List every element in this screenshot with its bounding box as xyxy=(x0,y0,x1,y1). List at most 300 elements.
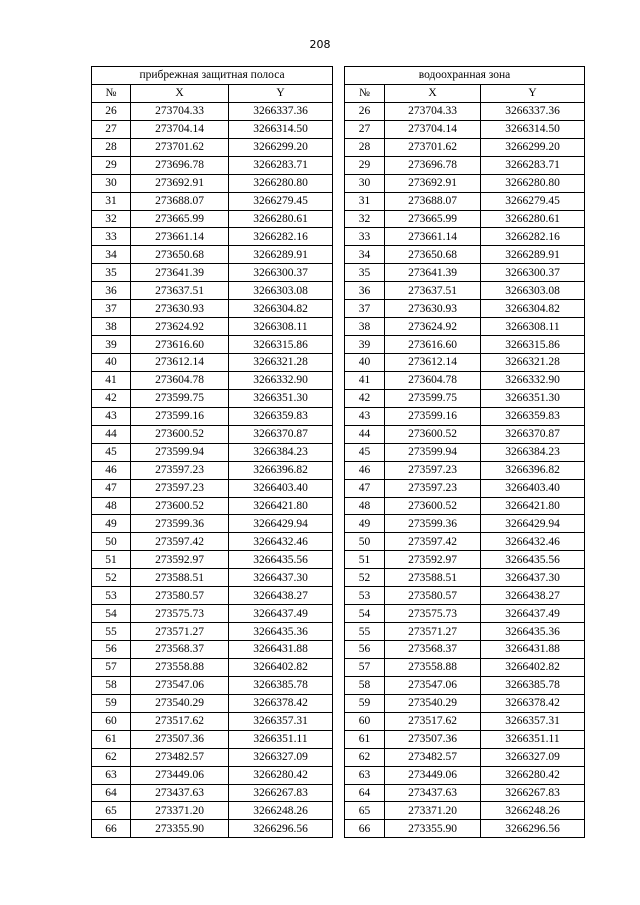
section-gap xyxy=(333,587,345,605)
right-cell-x: 273597.42 xyxy=(385,533,481,551)
section-gap xyxy=(333,461,345,479)
right-cell-y: 3266279.45 xyxy=(481,192,585,210)
section-gap xyxy=(333,497,345,515)
section-gap xyxy=(333,300,345,318)
right-cell-x: 273558.88 xyxy=(385,658,481,676)
left-cell-y: 3266299.20 xyxy=(229,138,333,156)
right-cell-y: 3266435.56 xyxy=(481,551,585,569)
left-cell-y: 3266280.80 xyxy=(229,174,333,192)
right-header-y: Y xyxy=(481,84,585,102)
right-cell-x: 273641.39 xyxy=(385,264,481,282)
right-cell-no: 66 xyxy=(345,820,385,838)
right-cell-y: 3266384.23 xyxy=(481,443,585,461)
section-gap xyxy=(333,479,345,497)
right-cell-no: 62 xyxy=(345,748,385,766)
right-cell-no: 65 xyxy=(345,802,385,820)
section-gap xyxy=(333,569,345,587)
left-cell-x: 273616.60 xyxy=(131,336,229,354)
left-cell-no: 58 xyxy=(92,676,131,694)
right-cell-no: 52 xyxy=(345,569,385,587)
section-gap xyxy=(333,712,345,730)
left-cell-y: 3266280.61 xyxy=(229,210,333,228)
left-cell-x: 273449.06 xyxy=(131,766,229,784)
right-cell-no: 44 xyxy=(345,425,385,443)
section-title-row xyxy=(92,67,585,85)
right-cell-x: 273696.78 xyxy=(385,156,481,174)
left-cell-x: 273604.78 xyxy=(131,371,229,389)
right-cell-x: 273371.20 xyxy=(385,802,481,820)
right-cell-x: 273600.52 xyxy=(385,497,481,515)
right-cell-y: 3266438.27 xyxy=(481,587,585,605)
right-cell-x: 273630.93 xyxy=(385,300,481,318)
table-row xyxy=(92,228,585,246)
right-cell-y: 3266248.26 xyxy=(481,802,585,820)
section-gap xyxy=(333,156,345,174)
table-row xyxy=(92,318,585,336)
left-cell-y: 3266351.30 xyxy=(229,389,333,407)
left-cell-y: 3266378.42 xyxy=(229,694,333,712)
table-row xyxy=(92,300,585,318)
section-gap xyxy=(333,784,345,802)
right-cell-y: 3266303.08 xyxy=(481,282,585,300)
right-cell-y: 3266280.80 xyxy=(481,174,585,192)
left-cell-y: 3266435.56 xyxy=(229,551,333,569)
left-cell-x: 273371.20 xyxy=(131,802,229,820)
left-cell-x: 273696.78 xyxy=(131,156,229,174)
left-cell-x: 273665.99 xyxy=(131,210,229,228)
section-gap xyxy=(333,623,345,641)
left-cell-no: 42 xyxy=(92,389,131,407)
left-cell-x: 273507.36 xyxy=(131,730,229,748)
right-cell-x: 273616.60 xyxy=(385,336,481,354)
right-cell-no: 31 xyxy=(345,192,385,210)
table-row xyxy=(92,138,585,156)
left-cell-no: 41 xyxy=(92,371,131,389)
section-gap xyxy=(333,407,345,425)
right-cell-no: 45 xyxy=(345,443,385,461)
left-cell-no: 28 xyxy=(92,138,131,156)
left-cell-no: 32 xyxy=(92,210,131,228)
right-cell-no: 27 xyxy=(345,120,385,138)
right-cell-x: 273704.14 xyxy=(385,120,481,138)
left-cell-x: 273482.57 xyxy=(131,748,229,766)
table-row xyxy=(92,748,585,766)
right-cell-x: 273701.62 xyxy=(385,138,481,156)
left-cell-x: 273540.29 xyxy=(131,694,229,712)
left-cell-y: 3266438.27 xyxy=(229,587,333,605)
left-cell-y: 3266437.49 xyxy=(229,605,333,623)
right-cell-no: 32 xyxy=(345,210,385,228)
left-header-no: № xyxy=(92,84,131,102)
left-cell-no: 29 xyxy=(92,156,131,174)
right-cell-y: 3266280.42 xyxy=(481,766,585,784)
left-cell-no: 65 xyxy=(92,802,131,820)
left-cell-no: 53 xyxy=(92,587,131,605)
left-cell-x: 273580.57 xyxy=(131,587,229,605)
right-cell-no: 28 xyxy=(345,138,385,156)
right-cell-x: 273580.57 xyxy=(385,587,481,605)
right-cell-no: 34 xyxy=(345,246,385,264)
right-cell-x: 273592.97 xyxy=(385,551,481,569)
right-cell-no: 51 xyxy=(345,551,385,569)
right-cell-y: 3266327.09 xyxy=(481,748,585,766)
table-row xyxy=(92,174,585,192)
right-cell-y: 3266315.86 xyxy=(481,336,585,354)
table-row xyxy=(92,120,585,138)
left-cell-no: 60 xyxy=(92,712,131,730)
left-cell-y: 3266303.08 xyxy=(229,282,333,300)
table-row xyxy=(92,497,585,515)
right-cell-x: 273449.06 xyxy=(385,766,481,784)
left-cell-no: 47 xyxy=(92,479,131,497)
left-cell-no: 54 xyxy=(92,605,131,623)
right-cell-x: 273624.92 xyxy=(385,318,481,336)
left-cell-y: 3266280.42 xyxy=(229,766,333,784)
right-cell-no: 55 xyxy=(345,623,385,641)
left-cell-y: 3266421.80 xyxy=(229,497,333,515)
left-cell-no: 61 xyxy=(92,730,131,748)
section-gap xyxy=(333,246,345,264)
left-cell-x: 273571.27 xyxy=(131,623,229,641)
right-cell-no: 63 xyxy=(345,766,385,784)
right-cell-x: 273355.90 xyxy=(385,820,481,838)
section-gap xyxy=(333,67,345,85)
table-row xyxy=(92,192,585,210)
right-cell-y: 3266337.36 xyxy=(481,102,585,120)
table-row xyxy=(92,641,585,659)
table-row xyxy=(92,658,585,676)
right-cell-x: 273637.51 xyxy=(385,282,481,300)
left-cell-no: 57 xyxy=(92,658,131,676)
right-cell-y: 3266314.50 xyxy=(481,120,585,138)
left-cell-y: 3266435.36 xyxy=(229,623,333,641)
section-gap xyxy=(333,443,345,461)
right-cell-no: 64 xyxy=(345,784,385,802)
left-cell-x: 273630.93 xyxy=(131,300,229,318)
left-cell-x: 273704.14 xyxy=(131,120,229,138)
left-cell-no: 59 xyxy=(92,694,131,712)
table-row xyxy=(92,210,585,228)
left-cell-x: 273600.52 xyxy=(131,425,229,443)
right-cell-x: 273604.78 xyxy=(385,371,481,389)
right-cell-y: 3266385.78 xyxy=(481,676,585,694)
left-cell-no: 31 xyxy=(92,192,131,210)
left-cell-x: 273701.62 xyxy=(131,138,229,156)
right-cell-no: 33 xyxy=(345,228,385,246)
right-cell-x: 273650.68 xyxy=(385,246,481,264)
left-cell-no: 46 xyxy=(92,461,131,479)
right-header-x: X xyxy=(385,84,481,102)
left-cell-x: 273558.88 xyxy=(131,658,229,676)
right-cell-y: 3266289.91 xyxy=(481,246,585,264)
left-cell-y: 3266321.28 xyxy=(229,354,333,372)
left-cell-no: 37 xyxy=(92,300,131,318)
right-cell-x: 273482.57 xyxy=(385,748,481,766)
right-cell-x: 273692.91 xyxy=(385,174,481,192)
right-cell-x: 273507.36 xyxy=(385,730,481,748)
table-row xyxy=(92,354,585,372)
left-cell-no: 63 xyxy=(92,766,131,784)
right-cell-x: 273575.73 xyxy=(385,605,481,623)
left-cell-x: 273612.14 xyxy=(131,354,229,372)
right-cell-x: 273688.07 xyxy=(385,192,481,210)
table-row xyxy=(92,587,585,605)
right-cell-x: 273599.16 xyxy=(385,407,481,425)
table-row xyxy=(92,820,585,838)
left-cell-y: 3266308.11 xyxy=(229,318,333,336)
section-gap xyxy=(333,533,345,551)
right-cell-y: 3266357.31 xyxy=(481,712,585,730)
left-cell-y: 3266248.26 xyxy=(229,802,333,820)
right-cell-no: 35 xyxy=(345,264,385,282)
right-cell-y: 3266351.30 xyxy=(481,389,585,407)
table-row xyxy=(92,712,585,730)
right-cell-x: 273540.29 xyxy=(385,694,481,712)
table-row xyxy=(92,515,585,533)
right-cell-y: 3266267.83 xyxy=(481,784,585,802)
right-cell-no: 40 xyxy=(345,354,385,372)
left-cell-y: 3266437.30 xyxy=(229,569,333,587)
right-cell-no: 58 xyxy=(345,676,385,694)
left-cell-x: 273650.68 xyxy=(131,246,229,264)
right-cell-y: 3266429.94 xyxy=(481,515,585,533)
left-cell-y: 3266351.11 xyxy=(229,730,333,748)
left-cell-no: 39 xyxy=(92,336,131,354)
left-cell-no: 34 xyxy=(92,246,131,264)
left-cell-x: 273517.62 xyxy=(131,712,229,730)
right-cell-x: 273704.33 xyxy=(385,102,481,120)
page-number: 208 xyxy=(309,38,331,51)
left-cell-no: 49 xyxy=(92,515,131,533)
table-row xyxy=(92,264,585,282)
table-row xyxy=(92,730,585,748)
left-cell-no: 48 xyxy=(92,497,131,515)
left-cell-y: 3266337.36 xyxy=(229,102,333,120)
right-cell-no: 42 xyxy=(345,389,385,407)
table-row xyxy=(92,102,585,120)
section-gap xyxy=(333,389,345,407)
table-row xyxy=(92,425,585,443)
right-cell-x: 273571.27 xyxy=(385,623,481,641)
left-cell-y: 3266403.40 xyxy=(229,479,333,497)
left-cell-no: 50 xyxy=(92,533,131,551)
left-cell-y: 3266283.71 xyxy=(229,156,333,174)
left-cell-x: 273599.94 xyxy=(131,443,229,461)
section-gap xyxy=(333,425,345,443)
left-cell-no: 35 xyxy=(92,264,131,282)
left-cell-x: 273588.51 xyxy=(131,569,229,587)
left-cell-no: 64 xyxy=(92,784,131,802)
right-cell-y: 3266351.11 xyxy=(481,730,585,748)
right-cell-x: 273599.94 xyxy=(385,443,481,461)
left-header-y: Y xyxy=(229,84,333,102)
right-cell-y: 3266299.20 xyxy=(481,138,585,156)
right-cell-no: 39 xyxy=(345,336,385,354)
left-cell-no: 33 xyxy=(92,228,131,246)
left-cell-y: 3266300.37 xyxy=(229,264,333,282)
left-cell-y: 3266432.46 xyxy=(229,533,333,551)
section-gap xyxy=(333,605,345,623)
left-cell-no: 66 xyxy=(92,820,131,838)
left-cell-y: 3266402.82 xyxy=(229,658,333,676)
left-cell-x: 273437.63 xyxy=(131,784,229,802)
table-row xyxy=(92,676,585,694)
right-cell-y: 3266370.87 xyxy=(481,425,585,443)
left-cell-y: 3266429.94 xyxy=(229,515,333,533)
section-gap xyxy=(333,748,345,766)
right-cell-no: 26 xyxy=(345,102,385,120)
right-header-no: № xyxy=(345,84,385,102)
right-cell-no: 60 xyxy=(345,712,385,730)
left-cell-no: 27 xyxy=(92,120,131,138)
left-cell-y: 3266315.86 xyxy=(229,336,333,354)
left-cell-x: 273597.42 xyxy=(131,533,229,551)
table-row xyxy=(92,389,585,407)
left-cell-x: 273688.07 xyxy=(131,192,229,210)
right-cell-x: 273568.37 xyxy=(385,641,481,659)
right-cell-no: 59 xyxy=(345,694,385,712)
left-cell-x: 273575.73 xyxy=(131,605,229,623)
right-cell-y: 3266432.46 xyxy=(481,533,585,551)
right-cell-y: 3266431.88 xyxy=(481,641,585,659)
right-cell-no: 37 xyxy=(345,300,385,318)
right-cell-x: 273517.62 xyxy=(385,712,481,730)
left-cell-x: 273597.23 xyxy=(131,461,229,479)
left-cell-y: 3266296.56 xyxy=(229,820,333,838)
right-cell-y: 3266296.56 xyxy=(481,820,585,838)
left-cell-no: 44 xyxy=(92,425,131,443)
left-header-x: X xyxy=(131,84,229,102)
left-cell-no: 43 xyxy=(92,407,131,425)
right-cell-y: 3266403.40 xyxy=(481,479,585,497)
section-gap xyxy=(333,282,345,300)
left-cell-y: 3266359.83 xyxy=(229,407,333,425)
right-cell-y: 3266300.37 xyxy=(481,264,585,282)
table-row xyxy=(92,282,585,300)
right-cell-y: 3266402.82 xyxy=(481,658,585,676)
left-cell-no: 51 xyxy=(92,551,131,569)
right-cell-no: 54 xyxy=(345,605,385,623)
right-cell-y: 3266437.49 xyxy=(481,605,585,623)
left-cell-y: 3266431.88 xyxy=(229,641,333,659)
right-cell-y: 3266282.16 xyxy=(481,228,585,246)
left-cell-x: 273661.14 xyxy=(131,228,229,246)
right-cell-x: 273588.51 xyxy=(385,569,481,587)
left-cell-x: 273600.52 xyxy=(131,497,229,515)
table-row xyxy=(92,371,585,389)
right-cell-y: 3266421.80 xyxy=(481,497,585,515)
left-cell-no: 36 xyxy=(92,282,131,300)
section-gap xyxy=(333,336,345,354)
section-gap xyxy=(333,802,345,820)
left-cell-y: 3266314.50 xyxy=(229,120,333,138)
right-cell-y: 3266332.90 xyxy=(481,371,585,389)
table-row xyxy=(92,156,585,174)
left-cell-y: 3266332.90 xyxy=(229,371,333,389)
table-row xyxy=(92,407,585,425)
right-cell-no: 50 xyxy=(345,533,385,551)
left-cell-no: 40 xyxy=(92,354,131,372)
left-cell-y: 3266385.78 xyxy=(229,676,333,694)
left-cell-y: 3266370.87 xyxy=(229,425,333,443)
left-cell-y: 3266304.82 xyxy=(229,300,333,318)
section-gap xyxy=(333,515,345,533)
left-cell-x: 273637.51 xyxy=(131,282,229,300)
left-cell-x: 273624.92 xyxy=(131,318,229,336)
right-cell-y: 3266396.82 xyxy=(481,461,585,479)
left-cell-y: 3266267.83 xyxy=(229,784,333,802)
left-cell-no: 45 xyxy=(92,443,131,461)
section-gap xyxy=(333,138,345,156)
right-cell-no: 47 xyxy=(345,479,385,497)
right-cell-y: 3266283.71 xyxy=(481,156,585,174)
left-cell-no: 56 xyxy=(92,641,131,659)
section-gap xyxy=(333,210,345,228)
right-cell-x: 273600.52 xyxy=(385,425,481,443)
left-cell-x: 273547.06 xyxy=(131,676,229,694)
section-gap xyxy=(333,551,345,569)
right-cell-y: 3266359.83 xyxy=(481,407,585,425)
table-row xyxy=(92,461,585,479)
section-gap xyxy=(333,102,345,120)
section-gap xyxy=(333,354,345,372)
left-cell-no: 52 xyxy=(92,569,131,587)
left-cell-x: 273704.33 xyxy=(131,102,229,120)
table-row xyxy=(92,569,585,587)
left-cell-x: 273597.23 xyxy=(131,479,229,497)
section-gap xyxy=(333,228,345,246)
right-section-title: водоохранная зона xyxy=(345,67,585,85)
left-cell-y: 3266357.31 xyxy=(229,712,333,730)
right-cell-no: 43 xyxy=(345,407,385,425)
section-gap xyxy=(333,371,345,389)
right-cell-no: 57 xyxy=(345,658,385,676)
right-cell-no: 38 xyxy=(345,318,385,336)
section-gap xyxy=(333,120,345,138)
left-cell-x: 273599.16 xyxy=(131,407,229,425)
table-row xyxy=(92,802,585,820)
left-cell-x: 273355.90 xyxy=(131,820,229,838)
right-cell-y: 3266321.28 xyxy=(481,354,585,372)
right-cell-y: 3266378.42 xyxy=(481,694,585,712)
left-cell-y: 3266396.82 xyxy=(229,461,333,479)
left-cell-x: 273599.36 xyxy=(131,515,229,533)
right-cell-no: 56 xyxy=(345,641,385,659)
table-row xyxy=(92,766,585,784)
right-cell-x: 273547.06 xyxy=(385,676,481,694)
section-gap xyxy=(333,264,345,282)
left-cell-no: 55 xyxy=(92,623,131,641)
right-cell-no: 46 xyxy=(345,461,385,479)
right-cell-no: 49 xyxy=(345,515,385,533)
right-cell-y: 3266280.61 xyxy=(481,210,585,228)
right-cell-x: 273599.36 xyxy=(385,515,481,533)
section-gap xyxy=(333,641,345,659)
table-row xyxy=(92,533,585,551)
section-gap xyxy=(333,192,345,210)
left-cell-y: 3266327.09 xyxy=(229,748,333,766)
right-cell-x: 273597.23 xyxy=(385,461,481,479)
right-cell-y: 3266304.82 xyxy=(481,300,585,318)
left-cell-y: 3266384.23 xyxy=(229,443,333,461)
table-row xyxy=(92,605,585,623)
right-cell-y: 3266308.11 xyxy=(481,318,585,336)
right-cell-no: 53 xyxy=(345,587,385,605)
right-cell-y: 3266435.36 xyxy=(481,623,585,641)
section-gap xyxy=(333,820,345,838)
right-cell-x: 273612.14 xyxy=(385,354,481,372)
section-gap xyxy=(333,658,345,676)
